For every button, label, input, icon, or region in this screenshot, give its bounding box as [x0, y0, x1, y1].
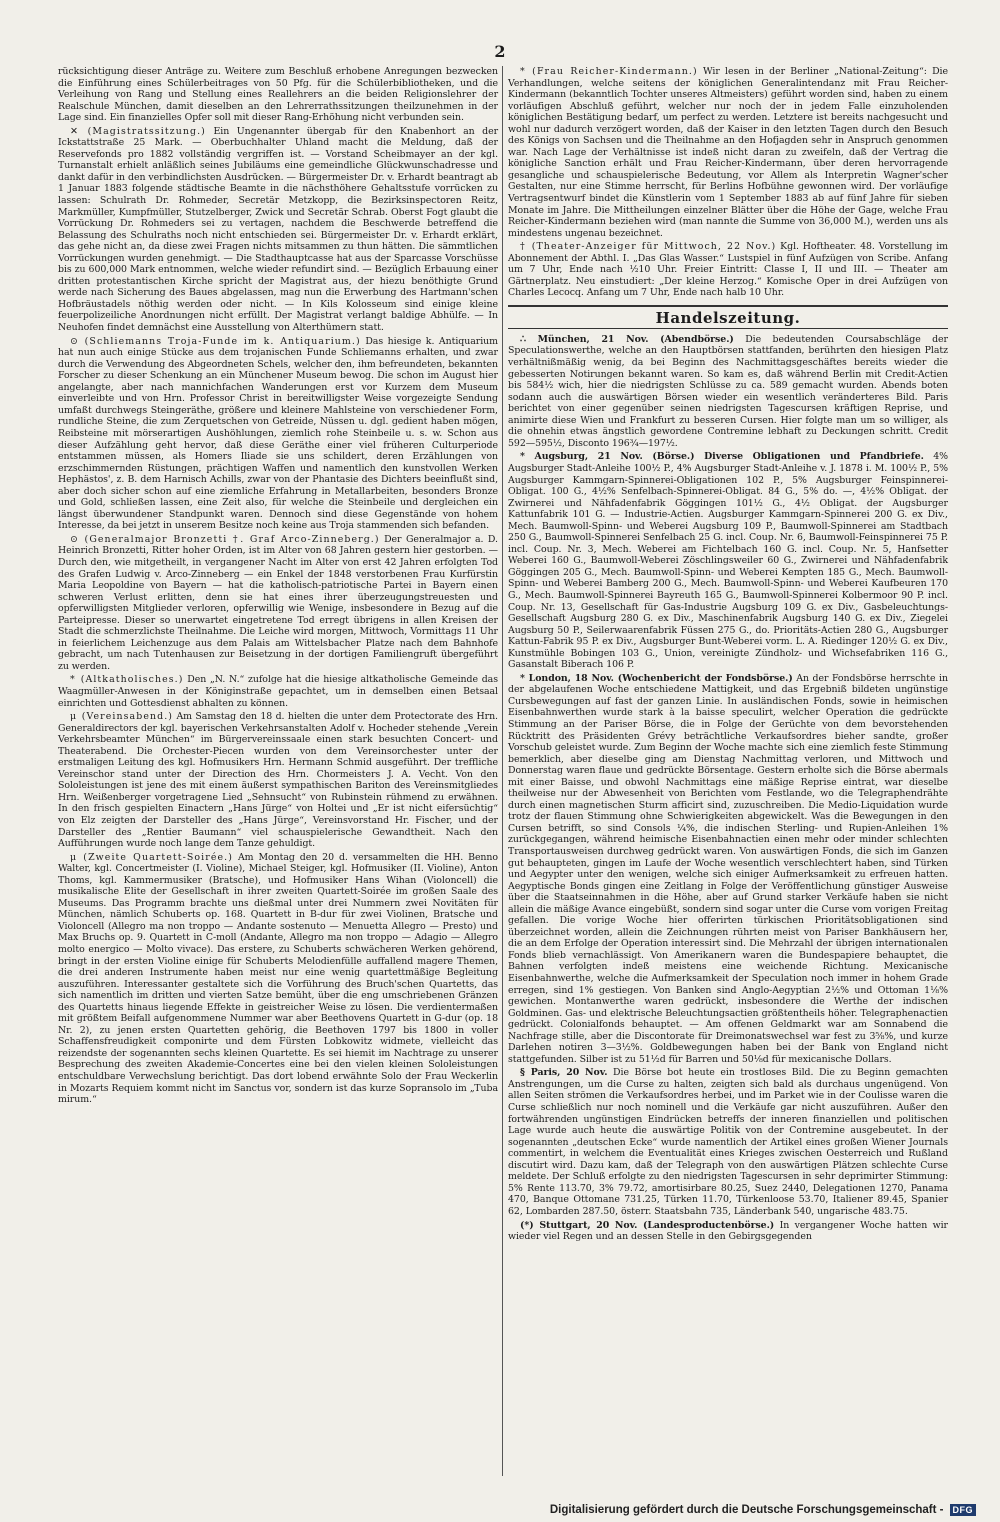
article-head: * (Frau Reicher-Kindermann.) — [520, 66, 698, 77]
article-text: Kgl. Hoftheater. 48. Vorstellung im Abonnement der Abthl. I. „Das Glas Wasser.“ Lustspiel in fünf Aufzügen von Scribe. Anfang um 7 Uhr, Ende nach ½10 Uhr. Freier Eintritt: Classe I, II und III. — Theater am Gärtnerplatz. Neu einstudiert: „Der kleine Herzog.“ Komische Oper in drei Aufzügen von Charles Lecocq. Anfang um 7 Uhr, Ende nach halb 10 Uhr. — [508, 241, 948, 299]
article-text: 4% Augsburger Stadt-Anleihe 100½ P., 4% Augsburger Stadt-Anleihe v. J. 1878 i. M. 100½ P., 5% Augsburger Kammgarn-Spinnerei-Obligationen 102 P., 5% Augsburger Feinspinnerei-Obligat. 100 G., 4½% Senfelbach-Spinnerei-Obligat. 84 G., 5% do. —, 4½% Obligat. der Zwirnerei und Nähfadenfabrik Göggingen 101½ G., 4½ Obligat. der Augsburger Kattunfabrik 101 G. — Industrie-Actien. Augsburger Kammgarn-Spinnerei 200 G. ex Div., Mech. Baumwoll-Spinn- und Weberei Augsburg 109 P., Baumwoll-Spinnerei am Stadtbach 250 G., Baumwoll-Spinnerei Senfelbach 25 G. incl. Coup. Nr. 6, Baumwoll-Feinspinnerei 75 P. incl. Coup. Nr. 3, Mech. Weberei am Fichtelbach 160 G. incl. Coup. Nr. 5, Hanfsetter Weberei 160 G., Baumwoll-Weberei Zöschlingsweiler 60 G., Zwirnerei und Nähfadenfabrik Göggingen 205 G., Mech. Baumwoll-Spinn- und Weberei Kempten 185 G., Mech. Baumwoll-Spinn- und Weberei Bamberg 200 G., Mech. Baumwoll-Spinn- und Weberei Kaufbeuren 170 G., Mech. Baumwoll-Spinnerei Bayreuth 165 G., Baumwoll-Spinnerei Kolbermoor 90 P. incl. Coup. Nr. 13, Gesellschaft für Gas-Industrie Augsburg 109 G. ex Div., Gasbeleuchtungs-Gesellschaft Augsburg 280 G. ex Div., Maschinenfabrik Augsburg 140 G. ex Div., Ziegelei Augsburg 50 P., Seilerwaarenfabrik Füssen 275 G., do. Prioritäts-Actien 280 G., Augsburger Kattun-Fabrik 95 P. ex Div., Augsburger Bunt-Weberei vorm. L. A. Riedinger 120½ G. ex Div., Kunstmühle Bobingen 103 G., Union, vereinigte Zündholz- und Wichsefabriken 116 G., Gasanstalt Biberach 106 P. — [508, 451, 948, 671]
right-column — [508, 66, 948, 1245]
article-text: Den „N. N.“ zufolge hat die hiesige altkatholische Gemeinde das Waagmüller-Anwesen in der Königinstraße gepachtet, um in demselben einen Betsaal einrichten und Gottesdienst abhalten zu können. — [58, 674, 498, 709]
article-reicher-kindermann — [508, 66, 948, 239]
article-schuelerbeitrag — [58, 66, 498, 124]
article-text: In vergangener Woche hatten wir wieder viel Regen und an dessen Stelle in den Gebirgsgegenden — [508, 1219, 948, 1243]
column-divider — [502, 66, 503, 1476]
article-london-fondsboerse — [508, 673, 948, 1066]
article-text: Die bedeutenden Coursabschläge der Speculationswerthe, welche an den Hauptbörsen stattfanden, berührten den hiesigen Platz verhältnißmäßig wenig, da bei Beginn des Nachmittagsgeschäftes bereits wieder die gebesserten Notirungen bekannt waren. So kam es, daß während Berlin mit Credit-Actien bis 584½ wich, hier die niedrigsten Schlüsse zu ca. 589 gemacht wurden. Abends boten sodann auch die auswärtigen Börsen wieder ein wesentlich veränderteres Bild. Paris berichtet von einer gegenüber seinen niedrigsten Tagescursen kräftigen Reprise, und animirte diese Wien und Frankfurt zu besseren Cursen. Hier folgte man um so williger, als die ohnehin etwas ängstlich gewordene Contremine lebhaft zu Deckungen schritt. Credit 592—595½, Disconto 196¾—197½. — [508, 333, 948, 449]
footer-text: Digitalisierung gefördert durch die Deutsche Forschungsgemeinschaft - — [549, 1504, 944, 1516]
article-altkatholisches — [58, 674, 498, 709]
article-head: * London, 18 Nov. (Wochenbericht der Fondsbörse.) — [520, 672, 793, 684]
article-theater-anzeiger — [508, 241, 948, 299]
article-head: ✕ (Magistratssitzung.) — [70, 125, 206, 137]
article-stuttgart — [508, 1220, 948, 1243]
article-magistratssitzung — [58, 126, 498, 334]
article-head: μ (Zweite Quartett-Soirée.) — [70, 851, 233, 863]
article-muenchen-boerse — [508, 334, 948, 449]
article-paris-boerse — [508, 1067, 948, 1217]
article-quartett-soiree — [58, 852, 498, 1106]
article-text: rücksichtigung dieser Anträge zu. Weitere zum Beschluß erhobene Anregungen bezwecken die Einführung eines Schülerbeitrages von 50 Pfg. für die Schülerbibliotheken, und die Verleihung von Rang und Stellung eines Reallehrers an die beiden Religionslehrer der Realschule München, damit dieselben an den Lehrerrathssitzungen theilzunehmen in der Lage sind. Ein finanzielles Opfer soll mit dieser Rang-Erhöhung nicht verbunden sein. — [58, 66, 498, 124]
article-head: ⊙ (Schliemanns Troja-Funde im k. Antiquarium.) — [70, 335, 361, 347]
article-bronzetti — [58, 534, 498, 673]
digitization-footer — [550, 1504, 976, 1516]
article-text: Der Generalmajor a. D. Heinrich Bronzetti, Ritter hoher Orden, ist im Alter von 68 Jahren gestern hier gestorben. — Durch den, wie mitgetheilt, in vergangener Nacht im Alter von erst 42 Jahren erfolgten Tod des Grafen Ludwig v. Arco-Zinneberg — ein Enkel der 1848 verstorbenen Frau Kurfürstin Maria Leopoldine von Bayern — hat die katholisch-patriotische Partei in Bayern einen schweren Verlust erlitten, denn sie hat eines ihrer überzeugungstreuesten und opferwilligsten Mitglieder verloren, opferwillig wie Wenige, insbesondere in Bezug auf die Parteipresse. Dieser so unerwartet eingetretene Tod erregt übrigens in allen Kreisen der Stadt die schmerzlichste Theilnahme. Die Leiche wird morgen, Mittwoch, Vormittags 11 Uhr in feierlichem Leichenzuge aus dem Palais am Wittelsbacher Platze nach dem Bahnhofe gebracht, um nach Tutenhausen zur Beisetzung in der dortigen Familiengruft übergeführt zu werden. — [58, 533, 498, 672]
article-head: ⊙ (Generalmajor Bronzetti †. Graf Arco-Zinneberg.) — [70, 533, 380, 545]
article-vereinsabend — [58, 711, 498, 850]
article-text: Ein Ungenannter übergab für den Knabenhort an der Ickstattstraße 25 Mark. — Oberbuchhalter Uhland macht die Meldung, daß der Reservefonds pro 1882 vollständig vergriffen ist. — Vorstand Scheibmayer an der kgl. Turnanstalt erhielt anläßlich seines Jubiläums eine gemeindliche Glückwunschadresse und dankt dafür in den verbindlichsten Ausdrücken. — Bürgermeister Dr. v. Erhardt beantragt ab 1 Januar 1883 folgende städtische Beamte in die nächsthöhere Gehaltsstufe vorrücken zu lassen: Schulrath Dr. Rohmeder, Secretär Metzkopp, die Bezirksinspectoren Reitz, Markmüller, Kumpfmüller, Stutzelberger, Zwick und Secretär Schrab. Oberst Fogt glaubt die Vorrückung Dr. Rohmeders sei zu vertagen, nachdem die Beschwerde betreffend die Belassung des Schulraths noch nicht entschieden sei. Bürgermeister Dr. v. Erhardt erklärt, das gehe nicht an, da diese zwei Fragen nichts mitsammen zu thun hätten. Die sämmtlichen Vorrückungen wurden genehmigt. — Die Stadthauptcasse hat aus der Sparcasse Vorschüsse bis zu 600,000 Mark entnommen, welche wieder refundirt sind. — Bezüglich Erbauung einer dritten protestantischen Kirche spricht der Magistrat aus, der hiezu benöthigte Grund werde nach Sicherung des Baues abgelassen, mag nun die Erwerbung des Hartmann'schen Hofbräustadels nöthig werden oder nicht. — In Kils Kolosseum sind einige kleine feuerpolizeiliche Anordnungen nicht erfüllt. Der Magistrat verlangt baldige Abhülfe. — In Neuhofen findet demnächst eine Ausstellung von Alterthümern statt. — [58, 125, 499, 334]
dfg-logo: DFG — [950, 1504, 977, 1516]
article-head: ∴ München, 21 Nov. (Abendbörse.) — [520, 333, 734, 345]
article-head: * (Altkatholisches.) — [70, 674, 184, 686]
article-head: μ (Vereinsabend.) — [70, 711, 174, 723]
article-text: Am Samstag den 18 d. hielten die unter dem Protectorate des Hrn. Generaldirectors der kgl. bayerischen Verkehrsanstalten Adolf v. Hocheder stehende „Verein Verkehrsbeamter München“ im Bürgervereinssaale einen stark besuchten Concert- und Theaterabend. Die Orchester-Piecen wurden von dem Vereinsorchester unter der erstmaligen Leitung des kgl. Hofmusikers Hrn. Hermann Schmid ausgeführt. Der treffliche Vereinschor stand unter der Direction des Hrn. Chormeisters J. A. Vecht. Von den Sololeistungen ist jene des mit einem äußerst sympathischen Bariton des Vereinsmitgliedes Hrn. Weißenberger vorgetragene Lied „Sehnsucht“ von Rubinstein rühmend zu erwähnen. In den frisch gespielten Einactern „Hans Jürge“ von Holtei und „Er ist nicht eifersüchtig“ von Elz zeigten der Darsteller des „Hans Jürge“, Vereinsvorstand Hr. Fischer, und der Darsteller des „Rentier Baumann“ viel schauspielerische Gewandtheit. Nach den Aufführungen wurde noch lange dem Tanze gehuldigt. — [58, 711, 498, 850]
left-column — [58, 66, 498, 1108]
article-text: An der Fondsbörse herrschte in der abgelaufenen Woche entschiedene Mattigkeit, und das Ergebniß bildeten ungünstige Cursbewegungen auf fast der ganzen Linie. In ausländischen Fonds, sowie in heimischen Eisenbahnwerthen wurde stark à la baisse speculirt, welcher Operation die gedrückte Stimmung an der Pariser Börse, die in Folge der Gerüchte von dem bevorstehenden Rücktritt des Präsidenten Grévy beträchtliche Verkaufsordres bieher sandte, großer Vorschub geleistet wurde. Zum Beginn der Woche machte sich eine ziemlich feste Stimmung bemerklich, aber dieselbe ging am Dienstag Nachmittag verloren, und Mittwoch und Donnerstag waren flaue und gedrückte Börsentage. Gestern erholte sich die Börse abermals mit einer Baisse, und obwohl Nachmittags eine mäßige Reprise eintrat, war dieselbe theilweise nur der Abwesenheit von Berichten vom Festlande, wo die Telegraphendrähte durch einen magnetischen Sturm afficirt sind, zuzuschreiben. Die Medio-Liquidation wurde trotz der flauen Stimmung ohne Schwierigkeiten abgewickelt. Was die Bewegungen in den Cursen betrifft, so sind Consols ¼%, die indischen Sterling- und Rupien-Anleihen 1% zurückgegangen, während heimische Eisenbahnactien einen mehr oder minder schlechten Transportausweisen durchweg gedrückt waren. Von auswärtigen Fonds, die sich im Ganzen gut behaupteten, gingen im Laufe der Woche wesentlich verschlechtert haben, sind Türken und Aegypter unter den wenigen, welche sich einiger Aufmerksamkeit zu erfreuen hatten. Aegyptische Bonds gingen eine Zeitlang in Folge der Veröffentlichung günstiger Ausweise über die Staatseinnahmen in die Höhe, aber auf Grund starker Verkäufe haben sie nicht allein die mäßige Avance eingebüßt, sondern sind sogar unter die Curse vom vorigen Freitag gefallen. Die vorige Woche hier offerirten türkischen Prioritätsobligationen sind überzeichnet worden, allein die Zeichnungen rührten meist von Pariser Bankhäusern her, die an dem Erfolge der Operation interessirt sind. Die Mehrzahl der übrigen internationalen Fonds blieb vernachlässigt. Von Amerikanern waren die Bundespapiere behauptet, die Bahnen verfolgten indeß meistens eine weichende Richtung. Mexicanische Eisenbahnwerthe, welche die Aufmerksamkeit der Speculation noch immer in hohem Grade erregen, sind 1% gestiegen. Von Banken sind Anglo-Aegyptian 2½% und Ottoman 1⅛% gewichen. Montanwerthe waren gedrückt, insbesondere die Werthe der indischen Goldminen. Gas- und elektrische Beleuchtungsactien größtentheils höher. Telegraphenactien gedrückt. Colonialfonds behauptet. — Am offenen Geldmarkt war am Sonnabend die Nachfrage stille, aber die Discontorate für Dreimonatswechsel war fest zu 3⅝%, und kurze Darlehen notiren 3—3½%. Goldbewegungen haben bei der Bank von England nicht stattgefunden. Silber ist zu 51½d für Barren und 50⅛d für mexicanische Dollars. — [508, 672, 948, 1065]
page-number: 2 — [494, 42, 506, 61]
section-heading-handelszeitung: Handelszeitung. — [508, 305, 948, 329]
article-text: Das hiesige k. Antiquarium hat nun auch einige Stücke aus dem trojanischen Funde Schliemanns erhalten, und zwar durch die Verwendung des Abgeordneten Schels, welcher den, ihm befreundeten, bekannten Forscher zu dieser Schenkung an ein Münchener Museum bewog. Die schon im August hier angelangte, aber nach mannichfachen Wanderungen erst vor Kurzem dem Museum einverleibte und von Hrn. Professor Christ in bereitwilligster Weise vorgezeigte Sendung umfaßt durchwegs Steingeräthe, größere und kleinere Mahlsteine von verschiedener Form, rundliche Steine, die zum Zerquetschen von Getreide, Nüssen u. dgl. gedient haben mögen, Reibsteine mit mörserartigen Aushöhlungen, ziemlich rohe Steinbeile u. s. w. Schon aus dieser Aufzählung geht hervor, daß diese Geräthe einer viel früheren Culturperiode entstammen müssen, als Homers Iliade sie uns schildert, deren Erzählungen von erzschimmernden Rüstungen, prächtigen Waffen und namentlich den kunstvollen Werken Hephästos', z. B. dem Harnisch Achills, zwar von der Phantasie des Dichters beeinflußt sind, aber doch sicher schon auf eine ziemliche Erfahrung in Metallarbeiten, besonders Bronze und Gold, schließen lassen, eine Zeit also, für welche die Steinbeile und dergleichen ein längst überwundener Standpunkt waren. Dennoch sind diese Gegenstände von hohem Interesse, da bei jetzt in unserem Besitze noch keine aus Troja stammenden sich befanden. — [58, 335, 498, 532]
article-augsburg-boerse — [508, 451, 948, 670]
article-text: Am Montag den 20 d. versammelten die HH. Benno Walter, kgl. Concertmeister (I. Violine), Michael Steiger, kgl. Hofmusiker (II. Violine), Anton Thoms, kgl. Kammermusiker (Bratsche), und Hofmusiker Hans Wihan (Violoncell) die musikalische Elite der Gesellschaft in ihrer zweiten Quartett-Soirée im großen Saale des Museums. Das Programm brachte uns dießmal unter drei Nummern zwei Novitäten für München, nämlich Schuberts op. 168. Quartett in B-dur für zwei Violinen, Bratsche und Violoncell (Allegro ma non troppo — Andante sostenuto — Menuetta Allegro — Presto) und Max Bruchs op. 9. Quartett in C-moll (Andante, Allegro ma non troppo — Adagio — Allegro molto energico — Molto vivace). Das erstere, zu Schuberts schwächeren Werken gehörend, bringt in der ersten Violine einige für Schuberts Melodienfülle auffallend magere Themen, die drei anderen Instrumente haben meist nur eine wenig quartettmäßige Begleitung auszuführen. Interessanter gestaltete sich die Vorführung des Bruch'schen Quartetts, das sich namentlich im dritten und vierten Satze bemüht, über die eng umschriebenen Gränzen des Quartetts hinaus liegende Effekte in geistreicher Weise zu lösen. Die verdientermaßen mit größtem Beifall aufgenommene Nummer war aber Beethovens Quartett in G-dur (op. 18 Nr. 2), zu jenen ersten Quartetten gehörig, die Beethoven 1797 bis 1800 in voller Schaffensfreudigkeit componirte und dem Fürsten Lobkowitz widmete, vielleicht das reizendste der sogenannten sechs kleinen Quartette. Es sei hiemit im Nachtrage zu unserer Besprechung des zweiten Akademie-Concertes eine bei den vielen kleinen Sololeistungen entschuldbare Verwechslung berichtigt. Das dort lobend erwähnte Solo der Frau Weckerlin in Mozarts Requiem kommt nicht im Sanctus vor, sondern ist das kurze Sopransolo im „Tuba mirum.“ — [58, 851, 499, 1106]
article-schliemann — [58, 336, 498, 532]
article-text: Die Börse bot heute ein trostloses Bild. Die zu Beginn gemachten Anstrengungen, um die Curse zu halten, zeigten sich bald als durchaus ungenügend. Von allen Seiten strömen die Verkaufsordres herbei, und im Parket wie in der Coulisse waren die Curse schließlich nur noch nominell und die Verkäufe gar nicht auszuführen. Außer den fortwährenden ungünstigen Eindrücken betreffs der inneren finanziellen und politischen Lage wurde auch heute die auswärtige Politik von der Contremine ausgebeutet. In der sogenannten „deutschen Ecke“ wurde namentlich der Artikel eines großen Wiener Journals commentirt, in welchem die Eventualität eines Krieges zwischen Oesterreich und Rußland discutirt wird. Dazu kam, daß der Telegraph von den auswärtigen Plätzen schlechte Curse meldete. Der Schluß erfolgte zu den niedrigsten Tagescursen in sehr deprimirter Stimmung: 5% Rente 113.70, 3% 79.72, amortisirbare 80.25, Suez 2440, Delegationen 1270, Panama 470, Banque Ottomane 731.25, Türken 11.70, Türkenloose 53.70, Italiener 89.45, Spanier 62, Lombarden 287.50, österr. Staatsbahn 735, Länderbank 540, ungarische 483.75. — [508, 1067, 948, 1217]
article-text: Wir lesen in der Berliner „National-Zeitung“: Die Verhandlungen, welche seitens der königlichen Generalintendanz mit Frau Reicher-Kindermann (bekanntlich Tochter unseres Altmeisters) geführt worden sind, haben zu einem vorläufigen Abschluß geführt, welcher nur noch der in jedem Falle einzuholenden königlichen Bestätigung bedarf, um perfect zu werden. Letztere ist bereits nachgesucht und wohl nur dadurch verzögert worden, daß der Kaiser in den letzten Tagen durch den Besuch des Königs von Sachsen und die Theilnahme an den Hofjagden sehr in Anspruch genommen war. Nach Lage der Verhältnisse ist indeß nicht daran zu zweifeln, daß der Vertrag die königliche Sanction erhält und Frau Reicher-Kindermann, über deren hervorragende gesangliche und schauspielerische Bedeutung, vor Allem als Interpretin Wagner'scher Gestalten, nur eine Stimme herrscht, für Berlins Hofbühne gewonnen wird. Der vorläufige Vertragsentwurf bindet die Künstlerin vom 1 September 1883 ab auf fünf Jahre für sieben Monate im Jahre. Die Mittheilungen einzelner Blätter über die Höhe der Gage, welche Frau Reicher-Kindermann beziehen wird (man nannte die Summe von 36,000 M.), werden uns als mindestens ungenau bezeichnet. — [508, 66, 948, 239]
article-head: * Augsburg, 21 Nov. (Börse.) Diverse Obligationen und Pfandbriefe. — [520, 451, 924, 463]
article-head: (*) Stuttgart, 20 Nov. (Landesproductenbörse.) — [520, 1219, 775, 1231]
article-head: † (Theater-Anzeiger für Mittwoch, 22 Nov.) — [520, 241, 777, 253]
article-head: § Paris, 20 Nov. — [520, 1067, 608, 1079]
